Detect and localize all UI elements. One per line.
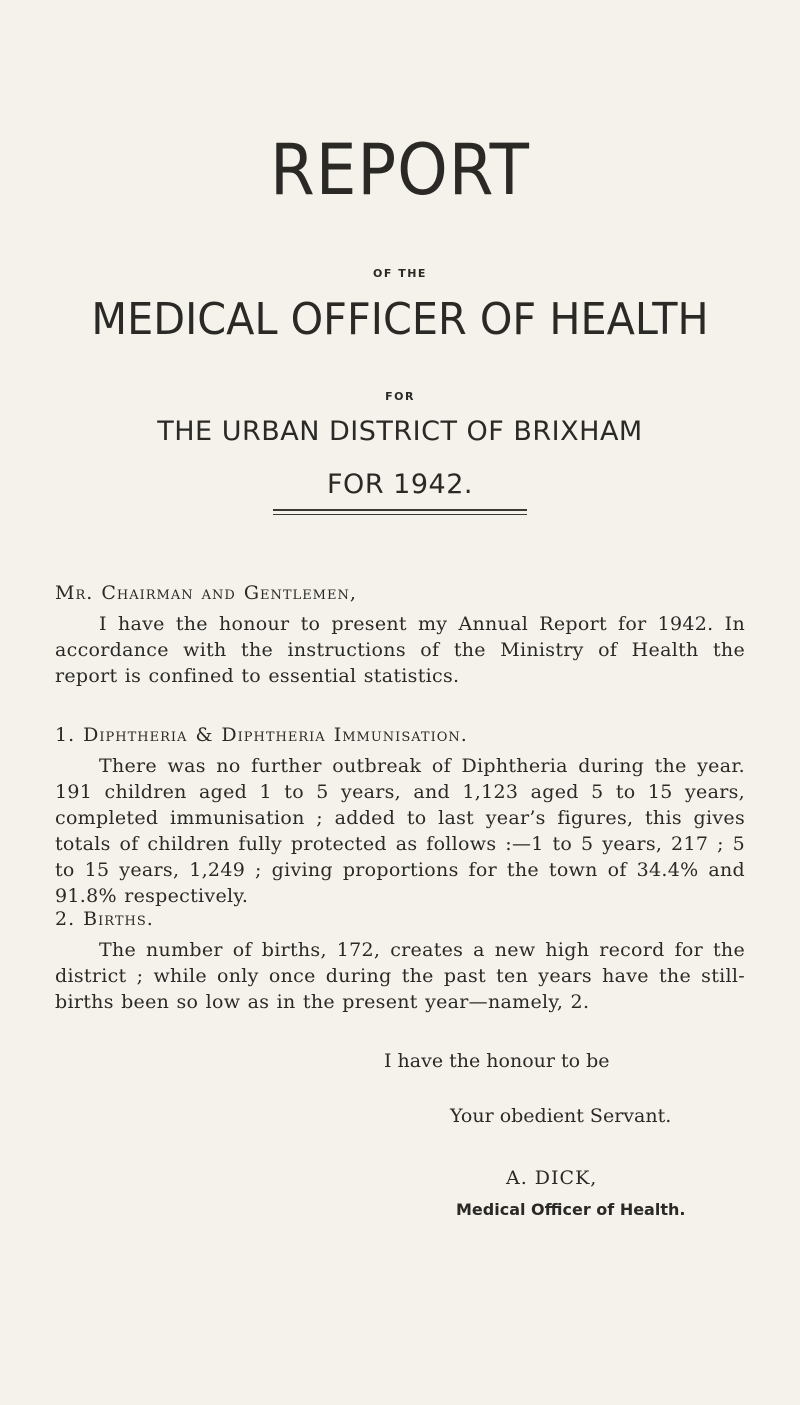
district-name: THE URBAN DISTRICT OF BRIXHAM xyxy=(157,416,643,447)
report-year: FOR 1942. xyxy=(327,469,473,500)
section-heading-births: 2. Births. xyxy=(55,908,154,930)
letter-greeting: Mr. Chairman and Gentlemen, xyxy=(55,582,357,604)
for-label: FOR xyxy=(385,390,415,403)
signature-position: Medical Officer of Health. xyxy=(456,1200,686,1219)
valediction: Your obedient Servant. xyxy=(450,1105,672,1127)
divider-rule-bottom xyxy=(273,514,527,515)
of-the-label: OF THE xyxy=(373,267,427,280)
section-body-diphtheria: There was no further outbreak of Diphtheria during the year. 191 children aged 1 to 5 years, and 1,123 aged 5 to 15 years, completed immunisation ; added to last year’s figures, this gives totals of children fully protected as follows :—1 to 5 years, 217 ; 5 to 15 years, 1,249 ; giving proportions for the town of 34.4% and 91.8% respectively. xyxy=(55,755,745,907)
section-body-births: The number of births, 172, creates a new high record for the district ; while only once during the past ten years have the still-births been so low as in the present year—namely, 2. xyxy=(55,939,745,1013)
section-heading-diphtheria: 1. Diphtheria & Diphtheria Immunisation. xyxy=(55,724,468,746)
divider-rule-top xyxy=(273,509,527,511)
report-title: REPORT xyxy=(270,129,530,211)
signature-name: A. DICK, xyxy=(506,1167,598,1189)
intro-paragraph: I have the honour to present my Annual Report for 1942. In accordance with the instructions of the Ministry of Health the report is confined to essential statistics. xyxy=(55,613,745,687)
report-subtitle: MEDICAL OFFICER OF HEALTH xyxy=(91,294,709,345)
closing-line: I have the honour to be xyxy=(384,1050,610,1072)
